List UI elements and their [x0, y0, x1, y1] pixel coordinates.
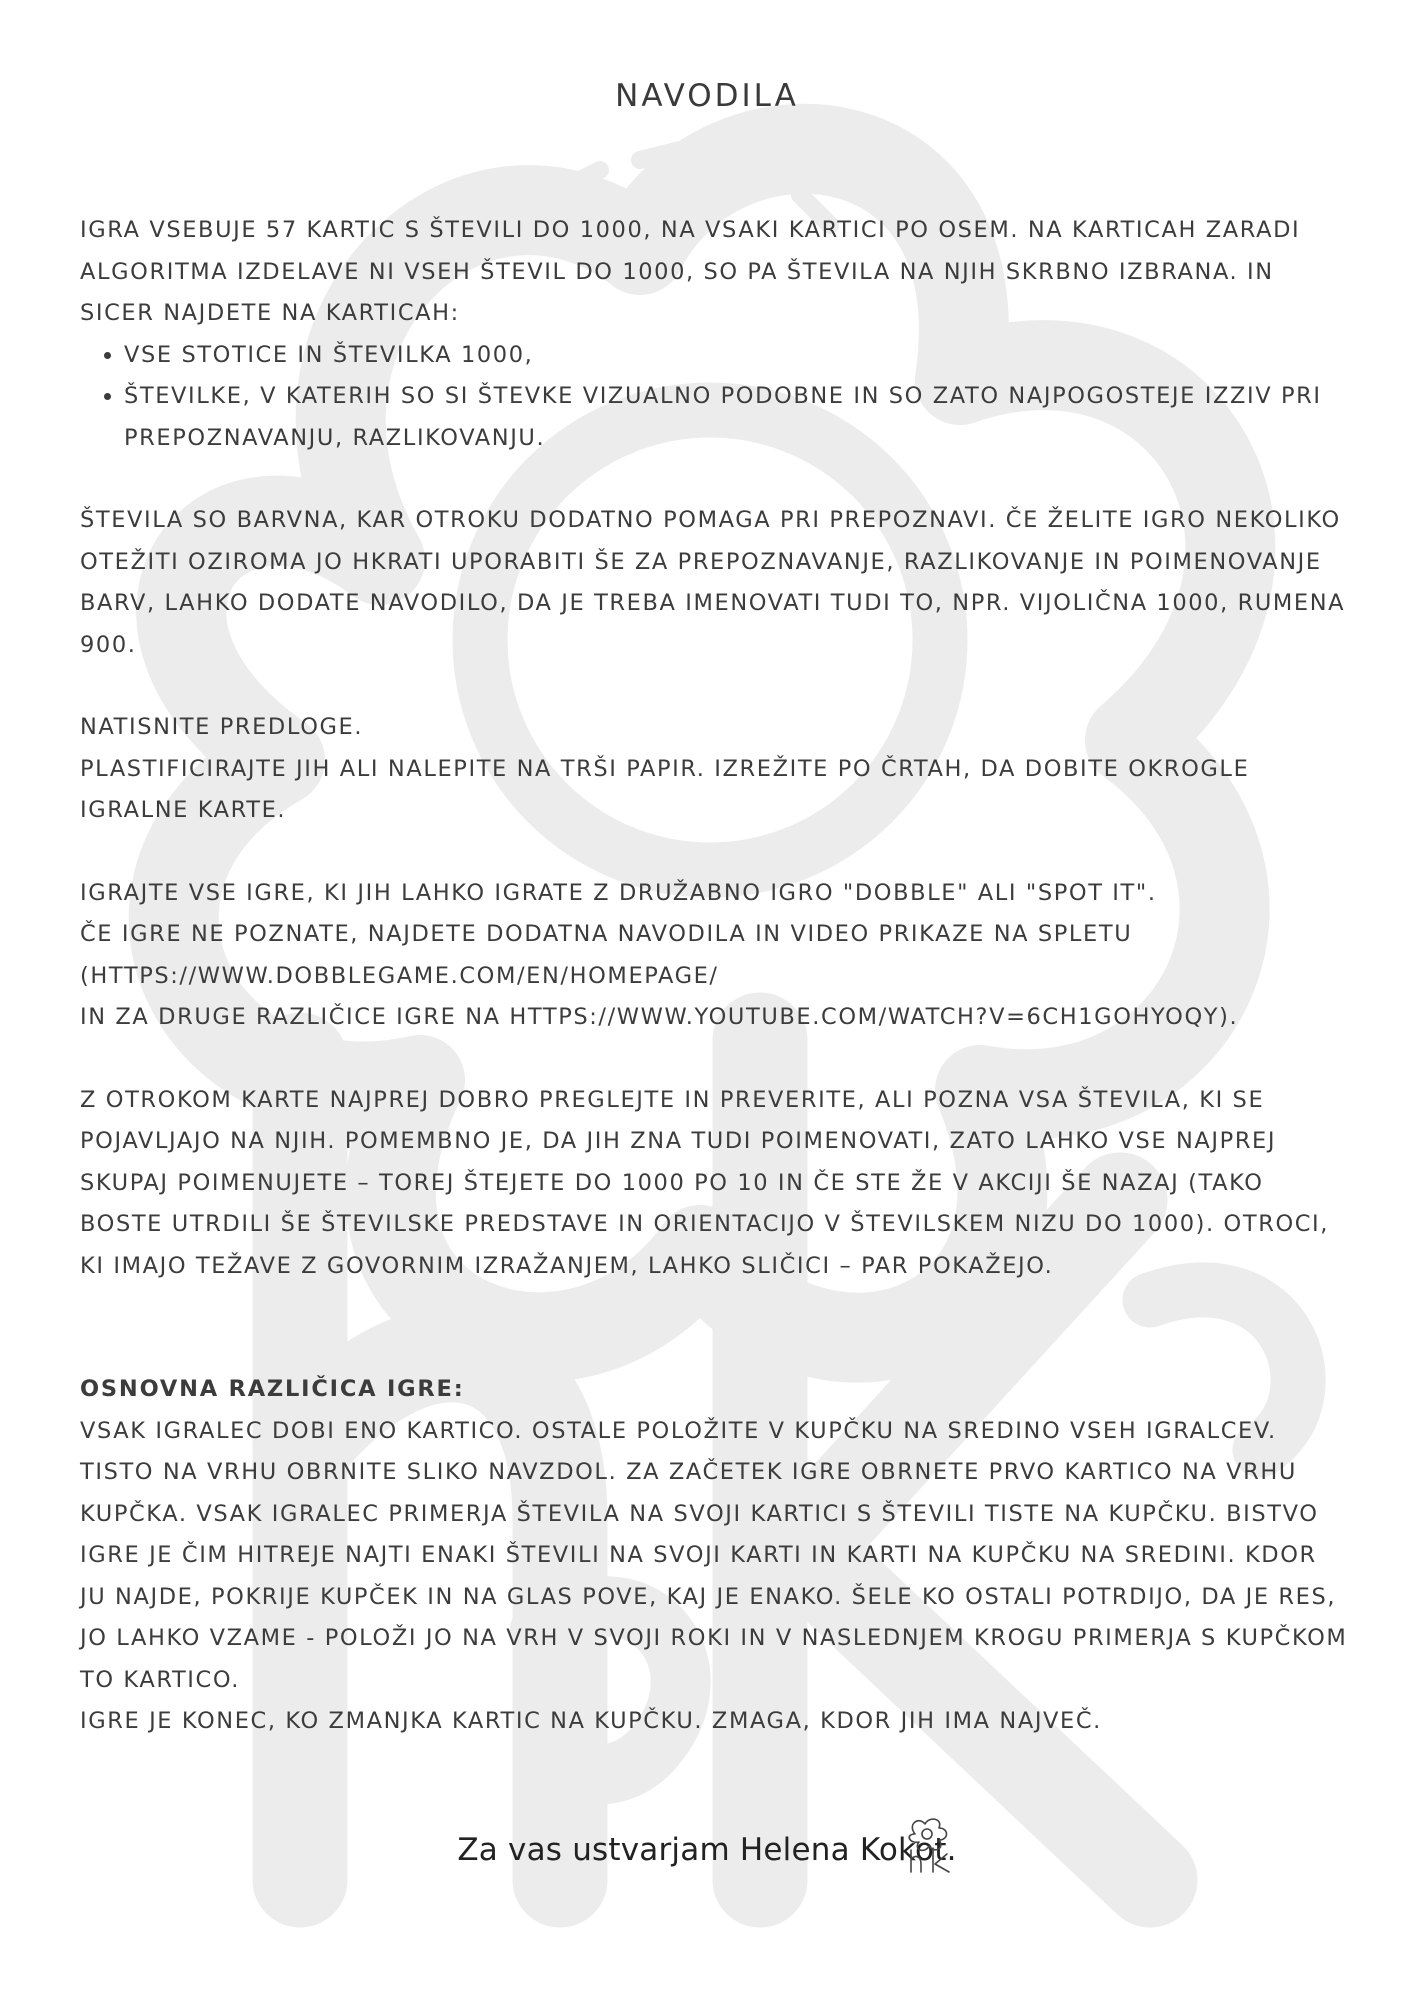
youtube-link[interactable]: IN ZA DRUGE RAZLIČICE IGRE NA HTTPS://WWW.YOUTUBE.COM/WATCH?V=6CH1GOHYOQY).	[80, 1004, 1239, 1030]
colors-paragraph: ŠTEVILA SO BARVNA, KAR OTROKU DODATNO POMAGA PRI PREPOZNAVI. ČE ŽELITE IGRO NEKOLIKO OTEŽITI OZIROMA JO HKRATI UPORABITI ŠE ZA PREPOZNAVANJE, RAZLIKOVANJE IN POIMENOVANJE BARV, LAHKO DODATE NAVODILO, DA JE TREBA IMENOVATI TUDI TO, NPR. VIJOLIČNA 1000, RUMENA 900.	[80, 507, 1346, 658]
print-line-2: PLASTIFICIRAJTE JIH ALI NALEPITE NA TRŠI PAPIR. IZREŽITE PO ČRTAH, DA DOBITE OKROGLE IGRALNE KARTE.	[80, 755, 1250, 823]
review-paragraph: Z OTROKOM KARTE NAJPREJ DOBRO PREGLEJTE IN PREVERITE, ALI POZNA VSA ŠTEVILA, KI SE POJAVLJAJO NA NJIH. POMEMBNO JE, DA JIH ZNA TUDI POIMENOVATI, ZATO LAHKO VSE NAJPREJ SKUPAJ POIMENUJETE – TOREJ ŠTEJETE DO 1000 PO 10 IN ČE STE ŽE V AKCIJI ŠE NAZAJ (TAKO BOSTE UTRDILI ŠE ŠTEVILSKE PREDSTAVE IN ORIENTACIJO V ŠTEVILSKEM NIZU DO 1000). OTROCI, KI IMAJO TEŽAVE Z GOVORNIM IZRAŽANJEM, LAHKO SLIČICI – PAR POKAŽEJO.	[80, 1086, 1330, 1279]
page-title: NAVODILA	[615, 78, 799, 114]
basic-game-heading: OSNOVNA RAZLIČICA IGRE:	[80, 1376, 465, 1402]
list-item: • ŠTEVILKE, V KATERIH SO SI ŠTEVKE VIZUALNO PODOBNE IN SO ZATO NAJPOGOSTEJE IZZIV PRI PREPOZNAVANJU, RAZLIKOVANJU.	[124, 376, 1350, 459]
dobble-link[interactable]: (HTTPS://WWW.DOBBLEGAME.COM/EN/HOMEPAGE/	[80, 962, 719, 989]
flower-logo-icon	[895, 1814, 959, 1874]
footer-signature: Za vas ustvarjam Helena Kokot.	[457, 1832, 957, 1868]
list-item: • VSE STOTICE IN ŠTEVILKA 1000,	[124, 335, 1350, 377]
basic-game-paragraph: VSAK IGRALEC DOBI ENO KARTICO. OSTALE POLOŽITE V KUPČKU NA SREDINO VSEH IGRALCEV. TISTO NA VRHU OBRNITE SLIKO NAVZDOL. ZA ZAČETEK IGRE OBRNETE PRVO KARTICO NA VRHU KUPČKA. VSAK IGRALEC PRIMERJA ŠTEVILA NA SVOJI KARTICI S ŠTEVILI TISTE NA KUPČKU. BISTVO IGRE JE ČIM HITREJE NAJTI ENAKI ŠTEVILI NA SVOJI KARTI IN KARTI NA KUPČKU NA SREDINI. KDOR JU NAJDE, POKRIJE KUPČEK IN NA GLAS POVE, KAJ JE ENAKO. ŠELE KO OSTALI POTRDIJO, DA JE RES, JO LAHKO VZAME - POLOŽI JO NA VRH V SVOJI ROKI IN V NASLEDNJEM KROGU PRIMERJA S KUPČKOM TO KARTICO.	[80, 1417, 1348, 1693]
games-line-2: ČE IGRE NE POZNATE, NAJDETE DODATNA NAVODILA IN VIDEO PRIKAZE NA SPLETU	[80, 921, 1133, 947]
intro-bullet-list	[80, 335, 1350, 460]
game-end-paragraph: IGRE JE KONEC, KO ZMANJKA KARTIC NA KUPČKU. ZMAGA, KDOR JIH IMA NAJVEČ.	[80, 1708, 1102, 1734]
print-line-1: NATISNITE PREDLOGE.	[80, 714, 364, 740]
intro-paragraph: IGRA VSEBUJE 57 KARTIC S ŠTEVILI DO 1000, NA VSAKI KARTICI PO OSEM. NA KARTICAH ZARADI ALGORITMA IZDELAVE NI VSEH ŠTEVIL DO 1000, SO PA ŠTEVILA NA NJIH SKRBNO IZBRANA. IN SICER NAJDETE NA KARTICAH:	[80, 217, 1301, 326]
instructions-body	[80, 210, 1350, 1743]
games-line-1: IGRAJTE VSE IGRE, KI JIH LAHKO IGRATE Z DRUŽABNO IGRO "DOBBLE" ALI "SPOT IT".	[80, 879, 1157, 906]
